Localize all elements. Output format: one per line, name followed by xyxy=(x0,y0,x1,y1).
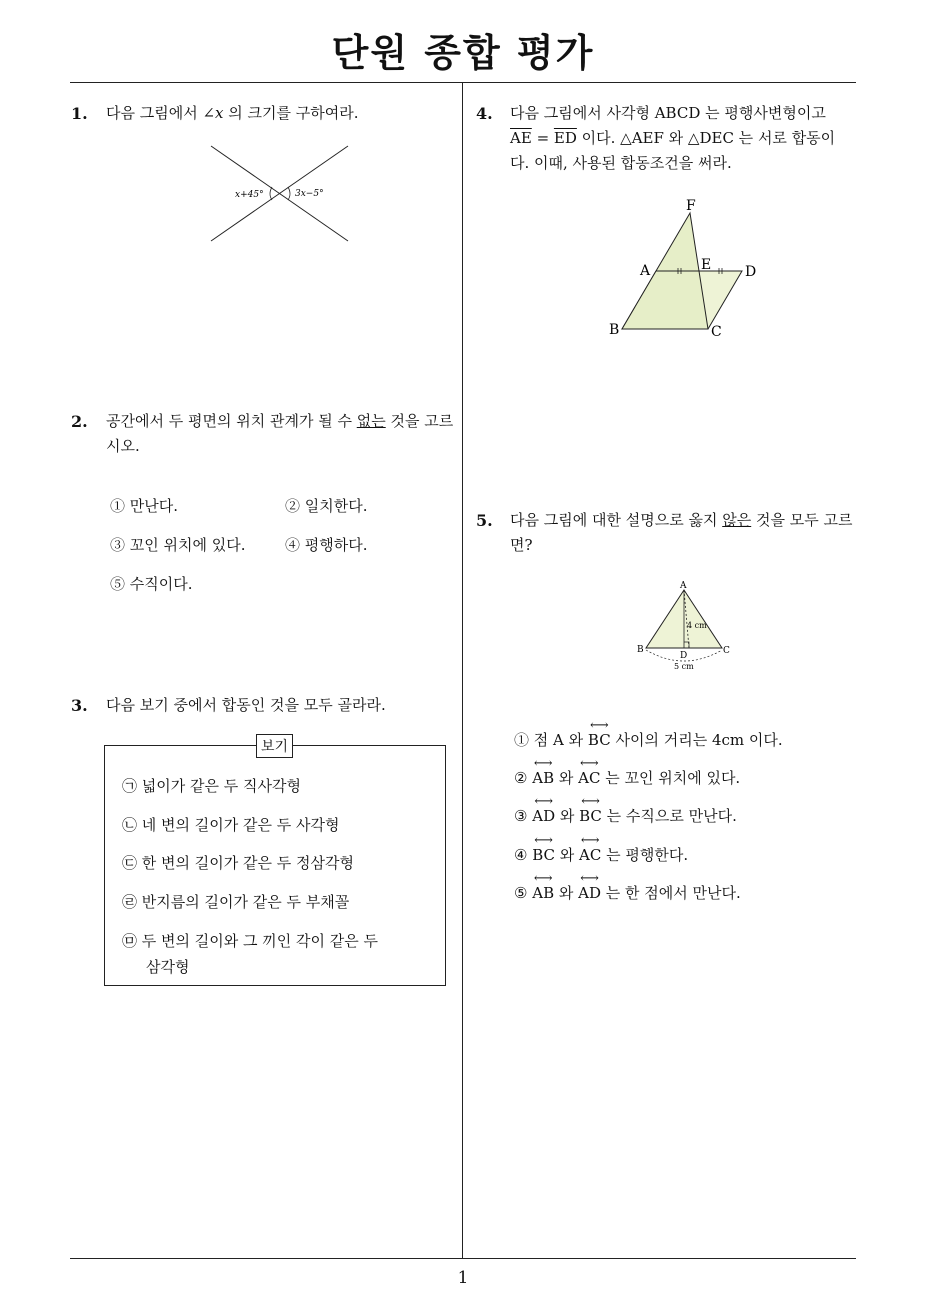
q4-label-a: A xyxy=(640,263,651,279)
q1-number: 1. xyxy=(71,104,88,123)
q5-option-3 xyxy=(514,805,737,826)
q5-option-5-line2: ⟷ AD xyxy=(578,884,601,902)
q2-option-1: ① 만난다. xyxy=(110,497,179,515)
q5-option-5-b: 는 한 점에서 만난다. xyxy=(600,884,741,902)
q4-segment-ae: $\overline{AE}$ xyxy=(510,129,532,147)
q5-underlined: 않은 xyxy=(722,511,752,529)
q5-option-1-b: 사이의 거리는 4cm 이다. xyxy=(610,731,783,749)
q1-left-angle: x+45° xyxy=(235,190,264,200)
q2-option-4: ④ 평행하다. xyxy=(285,536,368,554)
q5-option-3-num: ③ xyxy=(514,807,528,825)
q5-text xyxy=(510,508,860,558)
q2-option-3: ③ 꼬인 위치에 있다. xyxy=(110,536,246,554)
q2-text-line2: 시오. xyxy=(106,437,140,455)
q5-option-5-a: 와 xyxy=(554,884,579,902)
q4-label-e: E xyxy=(701,257,712,273)
page-title: 단원 종합 평가 xyxy=(331,31,595,75)
q5-option-2-line1: ⟷ AB xyxy=(532,769,554,787)
q5-option-4-a: 와 xyxy=(555,846,580,864)
q5-option-1-a: 점 A 와 xyxy=(533,731,588,749)
q5-option-3-a: 와 xyxy=(555,807,580,825)
q2-option-5: ⑤ 수직이다. xyxy=(110,575,193,593)
q5-option-4-b: 는 평행한다. xyxy=(601,846,689,864)
q1-text xyxy=(106,101,359,126)
q5-option-4-line1: ⟷ BC xyxy=(532,846,555,864)
bogi-item-2: ㉡ 네 변의 길이가 같은 두 사각형 xyxy=(122,816,340,834)
q5-figure xyxy=(632,578,742,676)
q5-label-c: C xyxy=(723,646,730,656)
q5-option-3-b: 는 수직으로 만난다. xyxy=(601,807,737,825)
column-divider xyxy=(462,83,463,1259)
q4-text xyxy=(510,101,860,176)
q1-figure xyxy=(200,140,360,250)
q5-number: 5. xyxy=(476,511,493,530)
q1-var: x xyxy=(215,104,224,122)
q1-right-angle: 3x−5° xyxy=(295,189,324,199)
q5-base-label: 5 cm xyxy=(674,662,694,671)
q4-label-d: D xyxy=(745,264,757,280)
q1-arc-left xyxy=(270,187,272,200)
q5-option-3-line1: ⟷ AD xyxy=(532,807,555,825)
q2-underlined: 없는 xyxy=(356,412,386,430)
q2-number: 2. xyxy=(71,412,88,431)
q5-option-4-line2: ⟷ AC xyxy=(579,846,601,864)
q3-number: 3. xyxy=(71,696,88,715)
q2-text-pre: 공간에서 두 평면의 위치 관계가 될 수 xyxy=(106,412,357,430)
q5-option-2 xyxy=(514,767,740,788)
q5-option-2-b: 는 꼬인 위치에 있다. xyxy=(600,769,741,787)
q5-option-4 xyxy=(514,844,688,865)
q1-arc-right xyxy=(288,187,290,200)
q5-label-d: D xyxy=(680,651,688,661)
q4-number: 4. xyxy=(476,104,493,123)
q5-option-2-a: 와 xyxy=(554,769,579,787)
q5-option-4-num: ④ xyxy=(514,846,528,864)
q5-option-3-line2: ⟷ BC xyxy=(579,807,602,825)
bogi-item-3: ㉢ 한 변의 길이가 같은 두 정삼각형 xyxy=(122,854,354,872)
q2-option-2: ② 일치한다. xyxy=(285,497,368,515)
q3-text: 다음 보기 중에서 합동인 것을 모두 골라라. xyxy=(106,696,386,714)
q5-option-5-num: ⑤ xyxy=(514,884,528,902)
q1-text-post: 의 크기를 구하여라. xyxy=(223,104,359,122)
q4-figure xyxy=(600,195,770,345)
q5-height-label: 4 cm xyxy=(687,621,707,630)
q4-line3: 다. 이때, 사용된 합동조건을 써라. xyxy=(510,154,732,172)
q4-label-b: B xyxy=(609,322,620,338)
q4-equals: = xyxy=(531,129,554,147)
top-rule xyxy=(70,82,856,83)
q5-option-1-line1: ⟷ BC xyxy=(588,731,611,749)
q4-line2: 이다. △AEF 와 △DEC 는 서로 합동이 xyxy=(576,129,836,147)
bogi-item-5-cont: 삼각형 xyxy=(146,958,190,976)
bogi-item-5: ㉤ 두 변의 길이와 그 끼인 각이 같은 두 xyxy=(122,932,379,950)
bogi-label: 보기 xyxy=(256,734,293,758)
q5-option-2-line2: ⟷ AC xyxy=(578,769,600,787)
q5-option-5-line1: ⟷ AB xyxy=(532,884,554,902)
q5-text-pre: 다음 그림에 대한 설명으로 옳지 xyxy=(510,511,723,529)
q5-option-2-num: ② xyxy=(514,769,528,787)
q5-text-post: 것을 모두 고르 xyxy=(751,511,853,529)
q5-label-a: A xyxy=(680,581,687,591)
q5-label-b: B xyxy=(637,645,644,655)
page-number: 1 xyxy=(457,1268,469,1288)
q4-segment-ed: $\overline{ED}$ xyxy=(553,129,577,147)
q5-option-5 xyxy=(514,882,741,903)
bogi-item-1: ㉠ 넓이가 같은 두 직사각형 xyxy=(122,777,301,795)
q5-option-1 xyxy=(514,729,783,750)
q1-text-pre: 다음 그림에서 ∠ xyxy=(106,104,216,122)
q4-label-f: F xyxy=(686,198,696,214)
q5-text-line2: 면? xyxy=(510,536,533,554)
q4-line1: 다음 그림에서 사각형 ABCD 는 평행사변형이고 xyxy=(510,104,826,122)
q2-text-post: 것을 고르 xyxy=(385,412,454,430)
q2-text xyxy=(106,409,456,459)
bottom-rule xyxy=(70,1258,856,1259)
q4-label-c: C xyxy=(711,324,722,340)
q5-option-1-num: ① xyxy=(514,731,530,749)
bogi-item-4: ㉣ 반지름의 길이가 같은 두 부채꼴 xyxy=(122,893,350,911)
